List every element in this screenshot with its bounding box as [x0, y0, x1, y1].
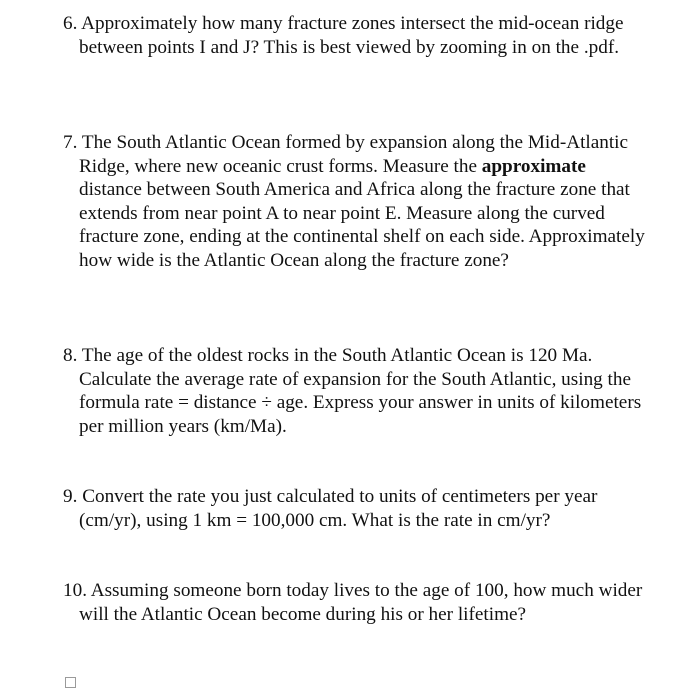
question-6-text: Approximately how many fracture zones intersect the mid-ocean ridge between points I and J? This is best viewed by zooming in on the .pdf.: [79, 13, 624, 58]
question-6: [63, 12, 649, 59]
question-7-text-after: distance between South America and Africa along the fracture zone that extends from near point A to near point E. Measure along the curved fracture zone, ending at the continental shelf on each side. Approximately how wide is the Atlantic Ocean along the fracture zone?: [79, 179, 645, 271]
question-9-text: Convert the rate you just calculated to units of centimeters per year (cm/yr), using 1 km = 100,000 cm. What is the rate in cm/yr?: [79, 486, 598, 531]
question-6-number: 6.: [63, 13, 78, 34]
question-10-number: 10.: [63, 580, 87, 601]
question-8: [63, 344, 649, 438]
question-10: [63, 579, 649, 626]
question-8-number: 8.: [63, 345, 78, 366]
question-7-text-before: The South Atlantic Ocean formed by expansion along the Mid-Atlantic Ridge, where new oceanic crust forms. Measure the: [79, 132, 629, 177]
question-10-text: Assuming someone born today lives to the age of 100, how much wider will the Atlantic Ocean become during his or her lifetime?: [79, 580, 643, 625]
question-9: [63, 485, 649, 532]
question-7-bold-word: approximate: [481, 155, 586, 177]
question-8-text: The age of the oldest rocks in the South Atlantic Ocean is 120 Ma. Calculate the average rate of expansion for the South Atlantic, using the formula rate = distance ÷ age. Express your answer in units of kilometers per million years (km/Ma).: [79, 345, 642, 437]
question-7: [63, 131, 649, 272]
question-9-number: 9.: [63, 486, 78, 507]
answer-checkbox[interactable]: [65, 677, 76, 688]
question-7-number: 7.: [63, 132, 78, 153]
